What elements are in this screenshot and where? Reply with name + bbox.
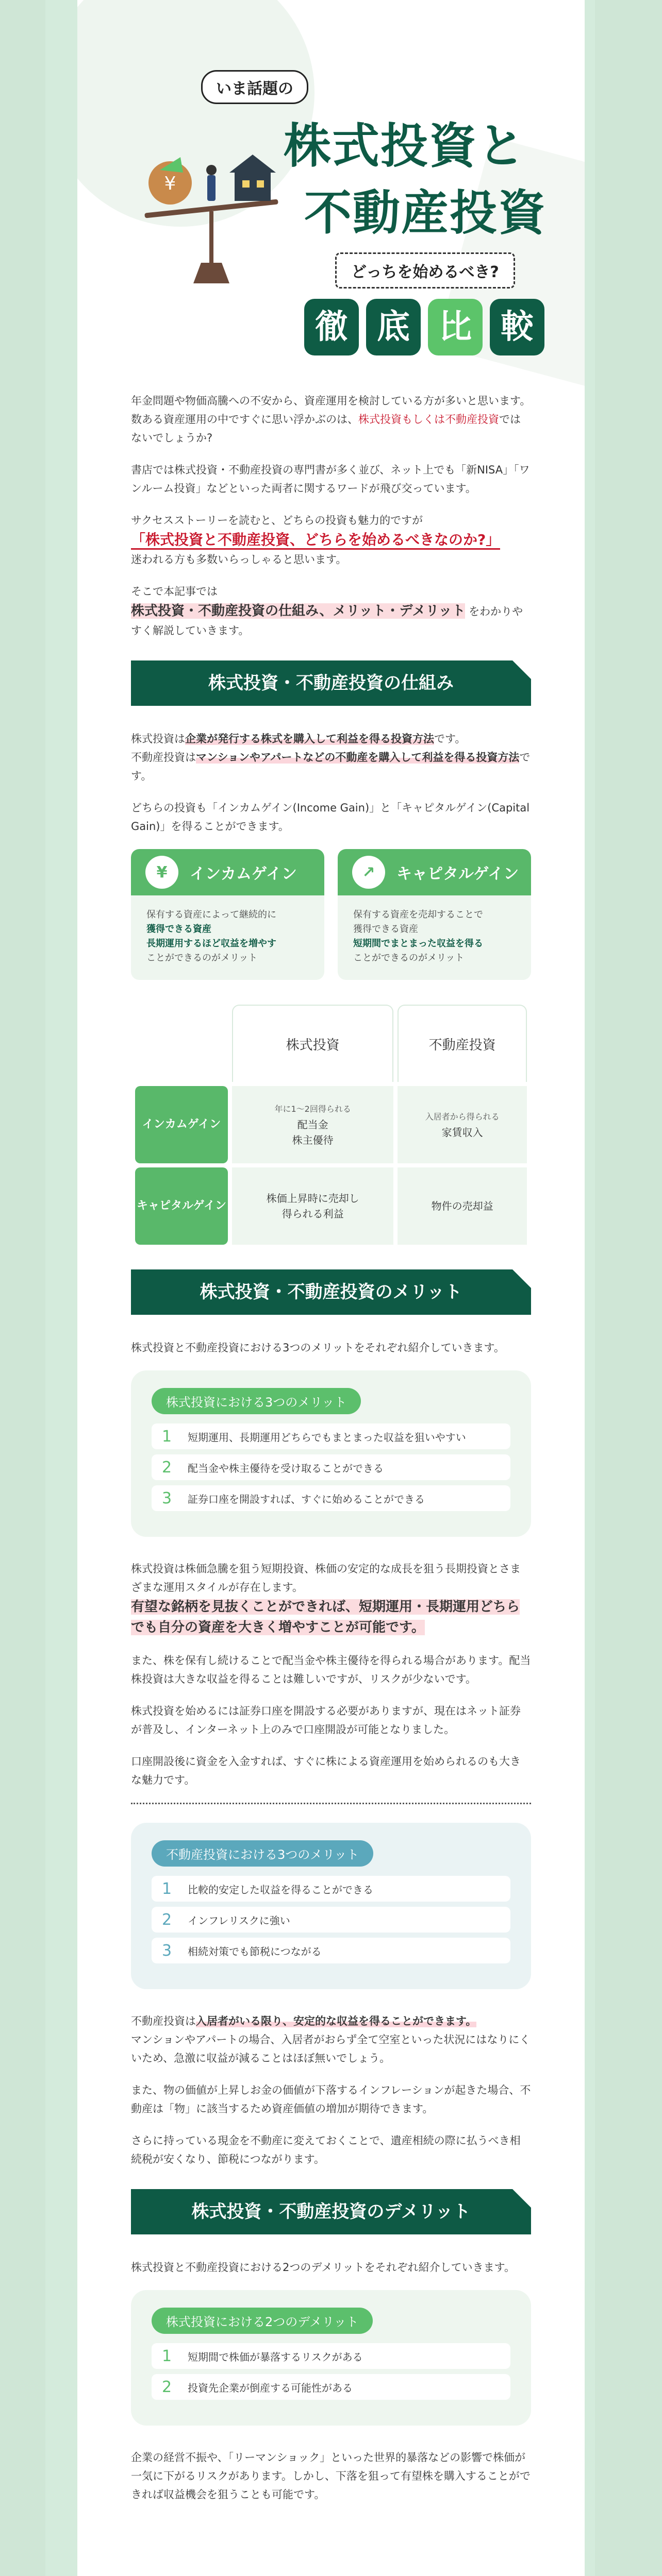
cell-text: 配当金 <box>297 1118 328 1131</box>
card-text: 長期運用するほど収益を増やす <box>146 938 276 949</box>
stock-demerit-paragraph: 企業の経営不振や、「リーマンショック」といった世界的暴落などの影響で株価が一気に下がるリスクがあります。しかし、下落を狙って有望株を購入することができれば収益機会を狙うことも可能です。 <box>131 2451 531 2501</box>
text: 不動産投資は <box>131 751 196 764</box>
hero-banner <box>77 0 585 392</box>
demerits-intro: 株式投資と不動産投資における2つのデメリットをそれぞれ紹介していきます。 <box>131 2261 515 2274</box>
stock-merits-title: 株式投資における3つのメリット <box>152 1388 361 1414</box>
gain-cards <box>131 849 531 980</box>
text: 株式投資は <box>131 733 185 745</box>
estate-merits-title: 不動産投資における3つのメリット <box>152 1840 373 1867</box>
table-corner <box>135 1005 228 1082</box>
marker-text: 企業が発行する株式を購入して利益を得る投資方法 <box>185 733 434 745</box>
list-item-text: 相続対策でも節税につながる <box>188 1945 322 1958</box>
list-item <box>152 1454 510 1480</box>
hero-badge: いま話題の <box>201 70 308 104</box>
intro-text: をわかりやすく解説していきます。 <box>131 605 523 637</box>
card-text: ことができるのがメリット <box>353 953 465 963</box>
text: です。 <box>131 751 531 782</box>
text: マンションやアパートの場合、入居者がおらず全て空室といった状況にはなりにくいため、急激に収益が減ることはほぼ無いでしょう。 <box>131 2033 531 2064</box>
stock-demerits-title: 株式投資における2つのデメリット <box>152 2308 373 2334</box>
intro-paragraph <box>131 392 531 447</box>
list-item <box>152 2374 510 2400</box>
list-item <box>152 1907 510 1933</box>
intro-text: そこで本記事では <box>131 585 218 598</box>
text: 不動産投資は <box>131 2015 196 2027</box>
estate-merit-paragraph <box>131 2012 531 2067</box>
cell-text: 家賃収入 <box>441 1126 483 1139</box>
left-background <box>0 0 45 2576</box>
income-gain-header <box>131 849 324 895</box>
intro-text: 迷われる方も多数いらっしゃると思います。 <box>131 553 347 566</box>
intro-text: サクセスストーリーを読むと、どちらの投資も魅力的ですが <box>131 514 423 527</box>
table-cell: 物件の売却益 <box>398 1167 527 1245</box>
balance-scale-illustration <box>124 134 294 304</box>
dotted-divider <box>131 1803 531 1804</box>
card-text: 保有する資産を売却することで <box>353 909 483 920</box>
list-item-text: 短期間で株価が暴落するリスクがある <box>188 2350 363 2363</box>
list-item <box>152 1938 510 1963</box>
article-page <box>77 0 585 2576</box>
income-gain-title: インカムゲイン <box>190 865 297 883</box>
intro-highlight: 株式投資もしくは不動産投資 <box>358 413 499 426</box>
intro-text: ではないでしょうか? <box>131 413 521 444</box>
list-number: 3 <box>162 1941 172 1960</box>
section-heading-mechanism: 株式投資・不動産投資の仕組み <box>131 660 531 706</box>
merits-intro: 株式投資と不動産投資における3つのメリットをそれぞれ紹介していきます。 <box>131 1342 505 1354</box>
intro-text: 数ある資産運用の中ですぐに思い浮かぶのは、 <box>131 413 358 426</box>
hero-title-line1: 株式投資と <box>284 118 526 174</box>
list-item <box>152 1485 510 1511</box>
compare-char: 徹 <box>304 299 359 355</box>
hero-title-line2: 不動産投資 <box>304 185 547 241</box>
intro-text: 年金問題や物価高騰への不安から、資産運用を検討している方が多いと思います。 <box>131 395 531 407</box>
hero-compare-label <box>304 299 544 355</box>
capital-gain-card <box>338 849 531 980</box>
stock-merit-paragraph <box>131 1560 531 1638</box>
intro-paragraph: 書店では株式投資・不動産投資の専門書が多く並び、ネット上でも「新NISA」「ワンルーム投資」などといった両者に関するワードが飛び交っています。 <box>131 464 530 495</box>
list-item <box>152 1423 510 1449</box>
list-item-text: 証券口座を開設すれば、すぐに始めることができる <box>188 1493 425 1505</box>
income-gain-card <box>131 849 324 980</box>
list-number: 1 <box>162 1427 172 1446</box>
stock-demerits-box <box>131 2290 531 2426</box>
stock-merit-paragraph: 株式投資を始めるには証券口座を開設する必要がありますが、現在はネット証券が普及し、インターネット上のみで口座開設が可能となりました。 <box>131 1705 521 1736</box>
table-row-header-income: インカムゲイン <box>135 1086 228 1163</box>
estate-merits-list <box>152 1876 510 1963</box>
stock-merit-paragraph: 口座開設後に資金を入金すれば、すぐに株による資産運用を始められるのも大きな魅力です。 <box>131 1755 521 1786</box>
list-number: 2 <box>162 2378 172 2396</box>
list-item-text: 投資先企業が倒産する可能性がある <box>188 2381 353 2394</box>
intro-paragraph <box>131 511 531 569</box>
capital-gain-body <box>338 895 531 980</box>
estate-merit-paragraph: さらに持っている現金を不動産に変えておくことで、遺産相続の際に払うべき相続税が安くなり、節税につながります。 <box>131 2134 521 2165</box>
stock-merits-list <box>152 1423 510 1511</box>
table-cell <box>232 1086 393 1163</box>
card-text: 保有する資産によって継続的に <box>146 909 276 920</box>
marker-text: マンションやアパートなどの不動産を購入して利益を得る投資方法 <box>196 751 520 764</box>
chart-up-icon: ↗ <box>352 856 385 889</box>
card-text: 短期間でまとまった収益を得る <box>353 938 483 949</box>
coin-icon: ¥ <box>145 856 178 889</box>
text: です。 <box>434 733 466 745</box>
stock-merit-paragraph: また、株を保有し続けることで配当金や株主優待を得られる場合があります。配当株投資は大きな収益を得ることは難しいですが、リスクが少ないです。 <box>131 1654 531 1685</box>
card-text: 獲得できる資産 <box>353 924 418 935</box>
intro-key-question: 「株式投資と不動産投資、どちらを始めるべきなのか?」 <box>131 531 500 550</box>
table-header-estate: 不動産投資 <box>398 1005 527 1082</box>
cell-text: 株価上昇時に売却し <box>266 1192 359 1205</box>
list-item-text: インフレリスクに強い <box>188 1914 290 1927</box>
estate-merits-box <box>131 1823 531 1989</box>
list-item-text: 配当金や株主優待を受け取ることができる <box>188 1462 384 1475</box>
list-number: 2 <box>162 1910 172 1929</box>
list-item <box>152 2343 510 2369</box>
stock-demerits-list <box>152 2343 510 2400</box>
list-number: 3 <box>162 1489 172 1507</box>
compare-char: 較 <box>490 299 544 355</box>
right-background <box>595 0 662 2576</box>
card-text: ことができるのがメリット <box>146 953 258 963</box>
cell-note: 入居者から得られる <box>425 1112 500 1122</box>
table-header-stock: 株式投資 <box>232 1005 393 1082</box>
cell-text: 得られる利益 <box>282 1208 344 1220</box>
table-cell <box>232 1167 393 1245</box>
intro-key-topic: 株式投資・不動産投資の仕組み、メリット・デメリット <box>131 603 466 619</box>
hero-question: どっちを始めるべき? <box>335 252 515 289</box>
stock-merits-box <box>131 1370 531 1537</box>
article-body <box>77 392 585 2504</box>
list-item-text: 比較的安定した収益を得ることができる <box>188 1883 373 1896</box>
cell-note: 年に1〜2回得られる <box>274 1104 351 1114</box>
svg-text:¥: ¥ <box>164 173 176 194</box>
mechanism-definitions <box>131 730 531 785</box>
table-cell <box>398 1086 527 1163</box>
section-heading-merits: 株式投資・不動産投資のメリット <box>131 1269 531 1315</box>
intro-paragraph <box>131 582 531 640</box>
list-number: 2 <box>162 1458 172 1477</box>
marker-text: 入居者がいる限り、安定的な収益を得ることができます。 <box>196 2015 477 2027</box>
capital-gain-header <box>338 849 531 895</box>
mechanism-gain-intro: どちらの投資も「インカムゲイン(Income Gain)」と「キャピタルゲイン(Capital Gain)」を得ることができます。 <box>131 802 530 833</box>
text: 株式投資は株価急騰を狙う短期投資、株価の安定的な成長を狙う長期投資とさまざまな運用スタイルが存在します。 <box>131 1563 521 1594</box>
compare-char: 底 <box>366 299 421 355</box>
list-item-text: 短期運用、長期運用どちらでもまとまった収益を狙いやすい <box>188 1431 466 1444</box>
key-statement: 有望な銘柄を見抜くことができれば、短期運用・長期運用どちらでも自分の資産を大きく増やすことが可能です。 <box>131 1599 520 1635</box>
estate-merit-paragraph: また、物の価値が上昇しお金の価値が下落するインフレーションが起きた場合、不動産は「物」に該当するため資産価値の増加が期待できます。 <box>131 2084 531 2115</box>
comparison-table <box>131 1001 531 1249</box>
compare-char: 比 <box>428 299 483 355</box>
capital-gain-title: キャピタルゲイン <box>396 865 519 883</box>
section-heading-demerits: 株式投資・不動産投資のデメリット <box>131 2189 531 2234</box>
income-gain-body <box>131 895 324 980</box>
card-text: 獲得できる資産 <box>146 924 211 935</box>
list-number: 1 <box>162 1879 172 1898</box>
list-item <box>152 1876 510 1902</box>
table-row-header-capital: キャピタルゲイン <box>135 1167 228 1245</box>
cell-text: 株主優待 <box>292 1134 334 1146</box>
list-number: 1 <box>162 2347 172 2365</box>
